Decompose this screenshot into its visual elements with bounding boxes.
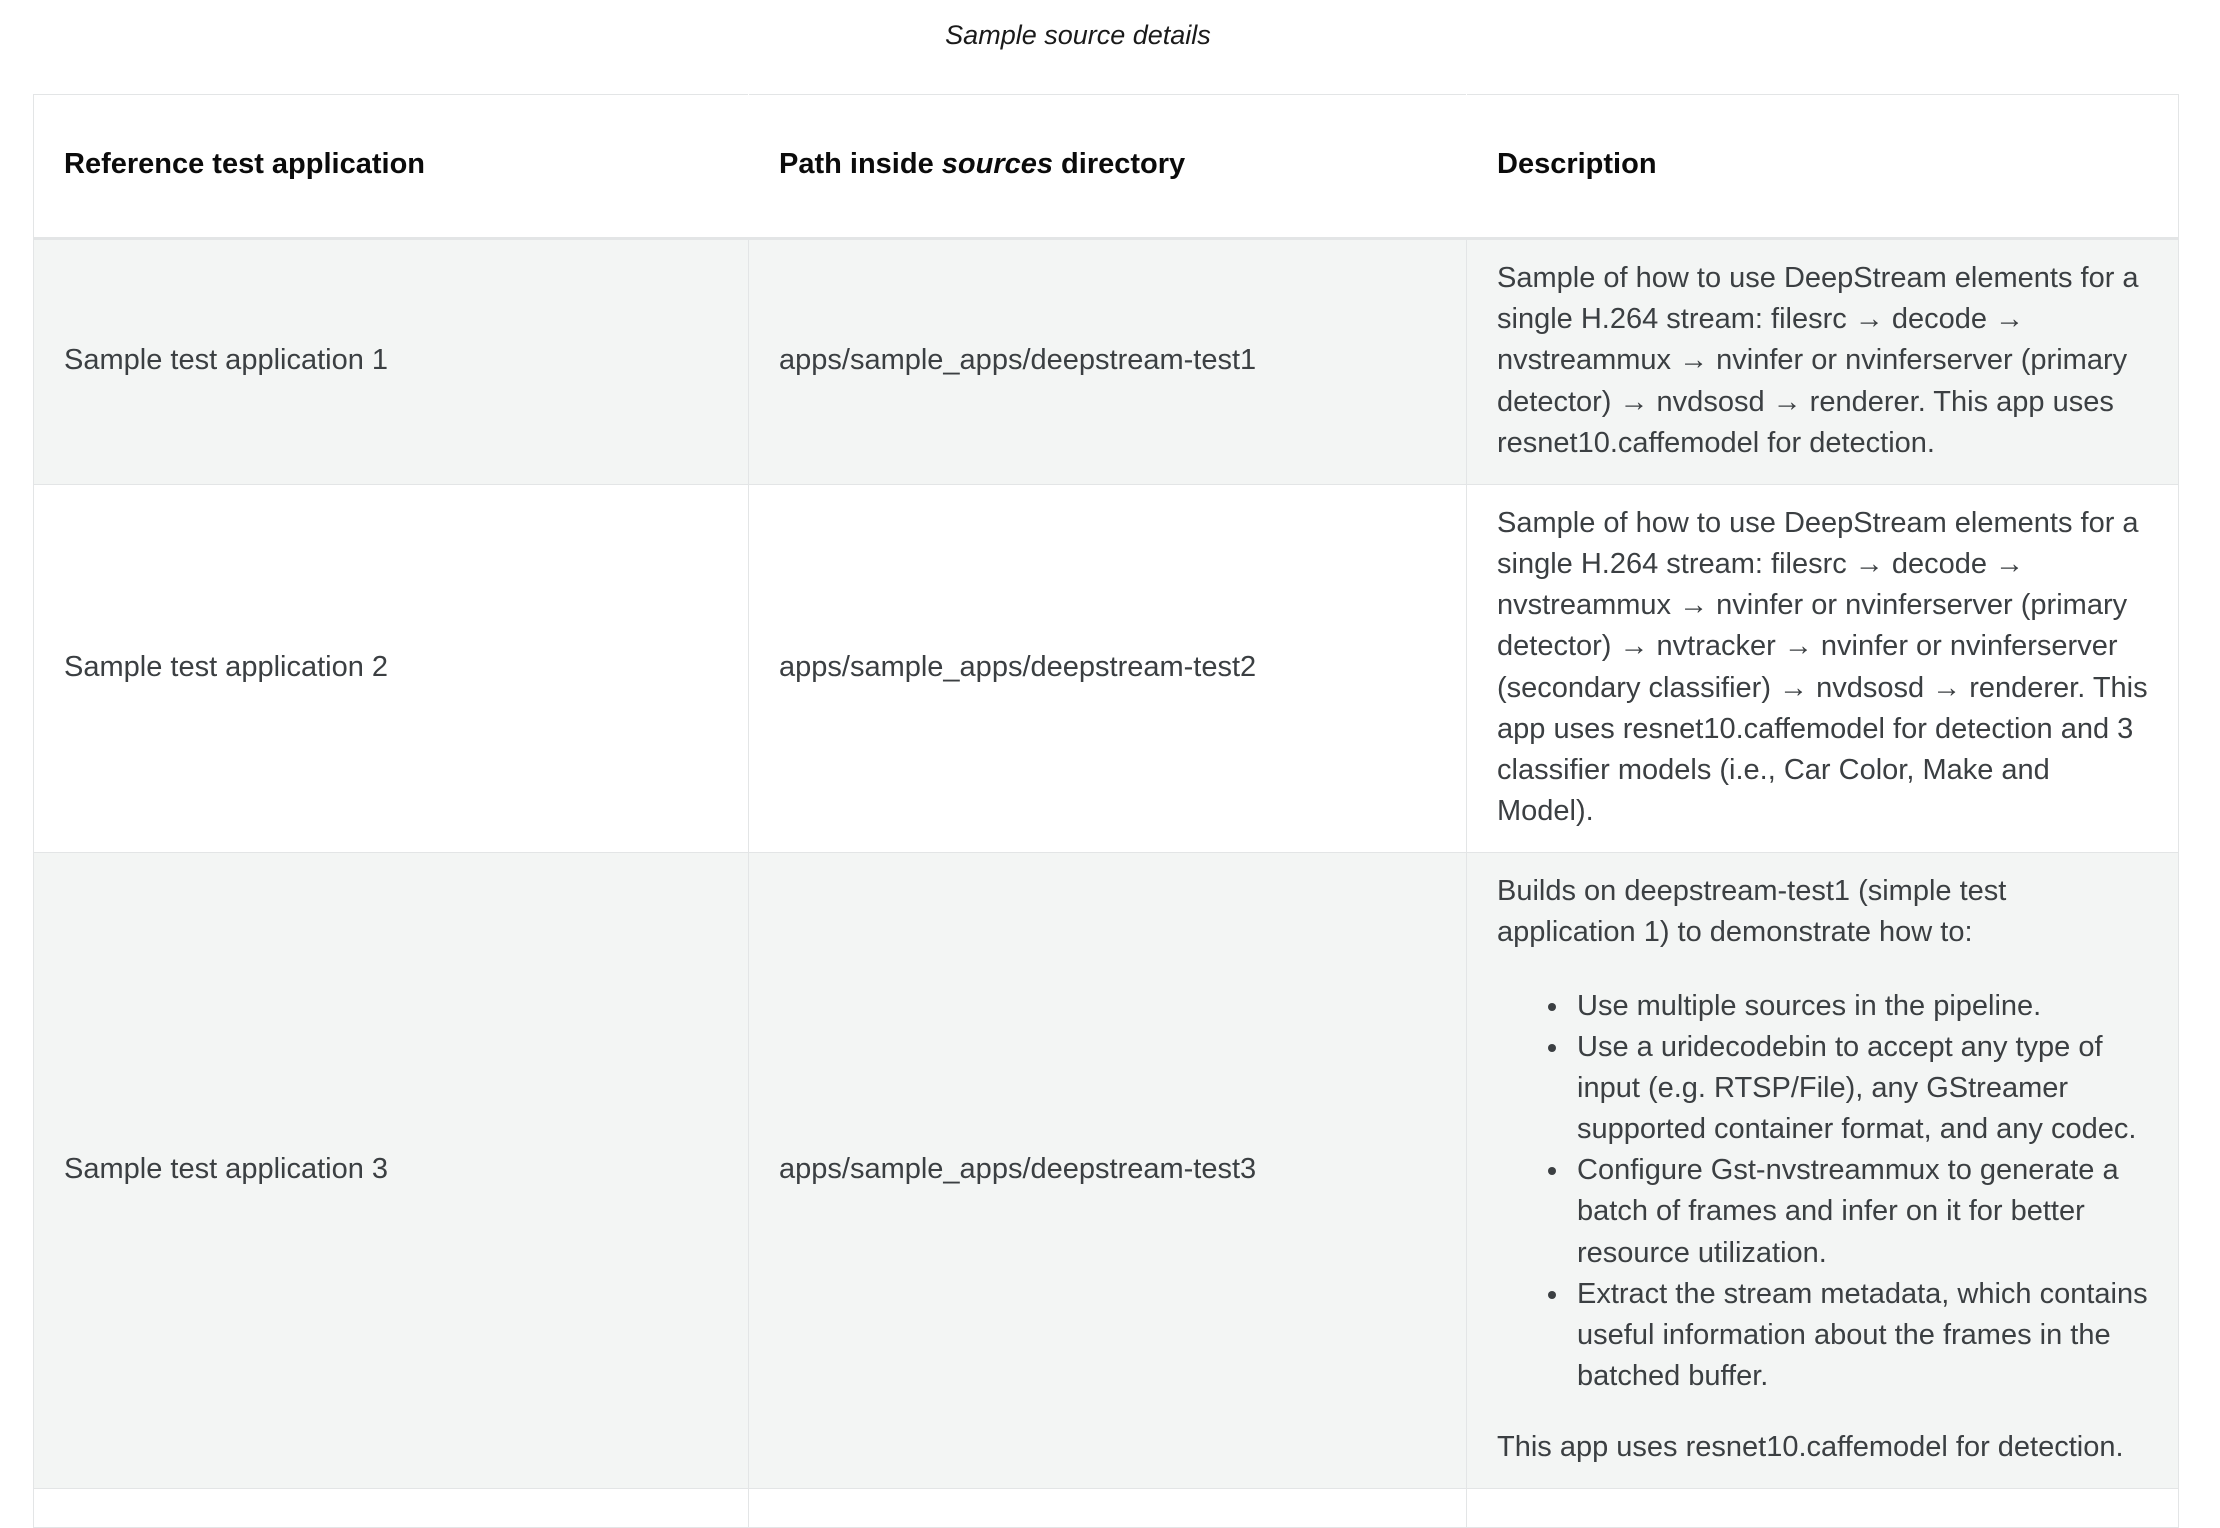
cell-description (1467, 1489, 2179, 1528)
cell-path: apps/sample_apps/deepstream-test1 (749, 239, 1467, 485)
column-header-reference-test-application (34, 95, 749, 239)
column-header-path-inside-sources-directory (749, 95, 1467, 239)
cell-description (1467, 239, 2179, 485)
column-header-text-post: directory (1053, 147, 1186, 180)
cell-reference-test-application (34, 1489, 749, 1528)
description-paragraph-trailing: This app uses resnet10.caffemodel for detection. (1497, 1431, 2124, 1464)
table-header-row (34, 95, 2179, 239)
table-row (34, 239, 2179, 485)
list-item: • Extract the stream metadata, which contains useful information about the frames in the batched buffer. (1571, 1274, 2148, 1398)
table-container (33, 94, 2178, 1528)
list-item: • Use a uridecodebin to accept any type of input (e.g. RTSP/File), any GStreamer supported container format, and any codec. (1571, 1027, 2148, 1151)
description-bullet-list (1497, 986, 2148, 1398)
column-header-text: Reference test application (64, 147, 425, 180)
cell-description (1467, 853, 2179, 1489)
sample-source-details-table (33, 94, 2179, 1528)
table-caption: Sample source details (945, 20, 1211, 50)
column-header-text-emphasis: sources (941, 147, 1053, 180)
description-paragraph: Sample of how to use DeepStream elements for a single H.264 stream: filesrc → decode → nvstreammux → nvinfer or nvinferserver (primary detector) → nvdsosd → renderer. This app uses resnet10.caffemodel for detection. (1497, 262, 2139, 459)
description-paragraph: Sample of how to use DeepStream elements for a single H.264 stream: filesrc → decode → nvstreammux → nvinfer or nvinferserver (primary detector) → nvtracker → nvinfer or nvinferserver (secondary classifier) → nvdsosd → renderer. This app uses resnet10.caffemodel for detection and 3 classifier models (i.e., Car Color, Make and Model). (1497, 506, 2148, 828)
cell-path: apps/sample_apps/deepstream-test3 (749, 853, 1467, 1489)
cell-reference-test-application: Sample test application 1 (34, 239, 749, 485)
column-header-text-pre: Path inside (779, 147, 942, 180)
cell-path: apps/sample_apps/deepstream-test2 (749, 484, 1467, 852)
list-item: • Configure Gst-nvstreammux to generate a batch of frames and infer on it for better resource utilization. (1571, 1150, 2148, 1274)
column-header-text: Description (1497, 147, 1657, 180)
table-body (34, 239, 2179, 1528)
description-paragraph: Builds on deepstream-test1 (simple test application 1) to demonstrate how to: (1497, 875, 2007, 949)
cell-reference-test-application: Sample test application 3 (34, 853, 749, 1489)
cell-reference-test-application: Sample test application 2 (34, 484, 749, 852)
cell-description (1467, 484, 2179, 852)
cell-path (749, 1489, 1467, 1528)
table-header (34, 95, 2179, 239)
table-row-partial (34, 1489, 2179, 1528)
table-row (34, 853, 2179, 1489)
column-header-description (1467, 95, 2179, 239)
table-row (34, 484, 2179, 852)
list-item: • Use multiple sources in the pipeline. (1571, 986, 2148, 1027)
